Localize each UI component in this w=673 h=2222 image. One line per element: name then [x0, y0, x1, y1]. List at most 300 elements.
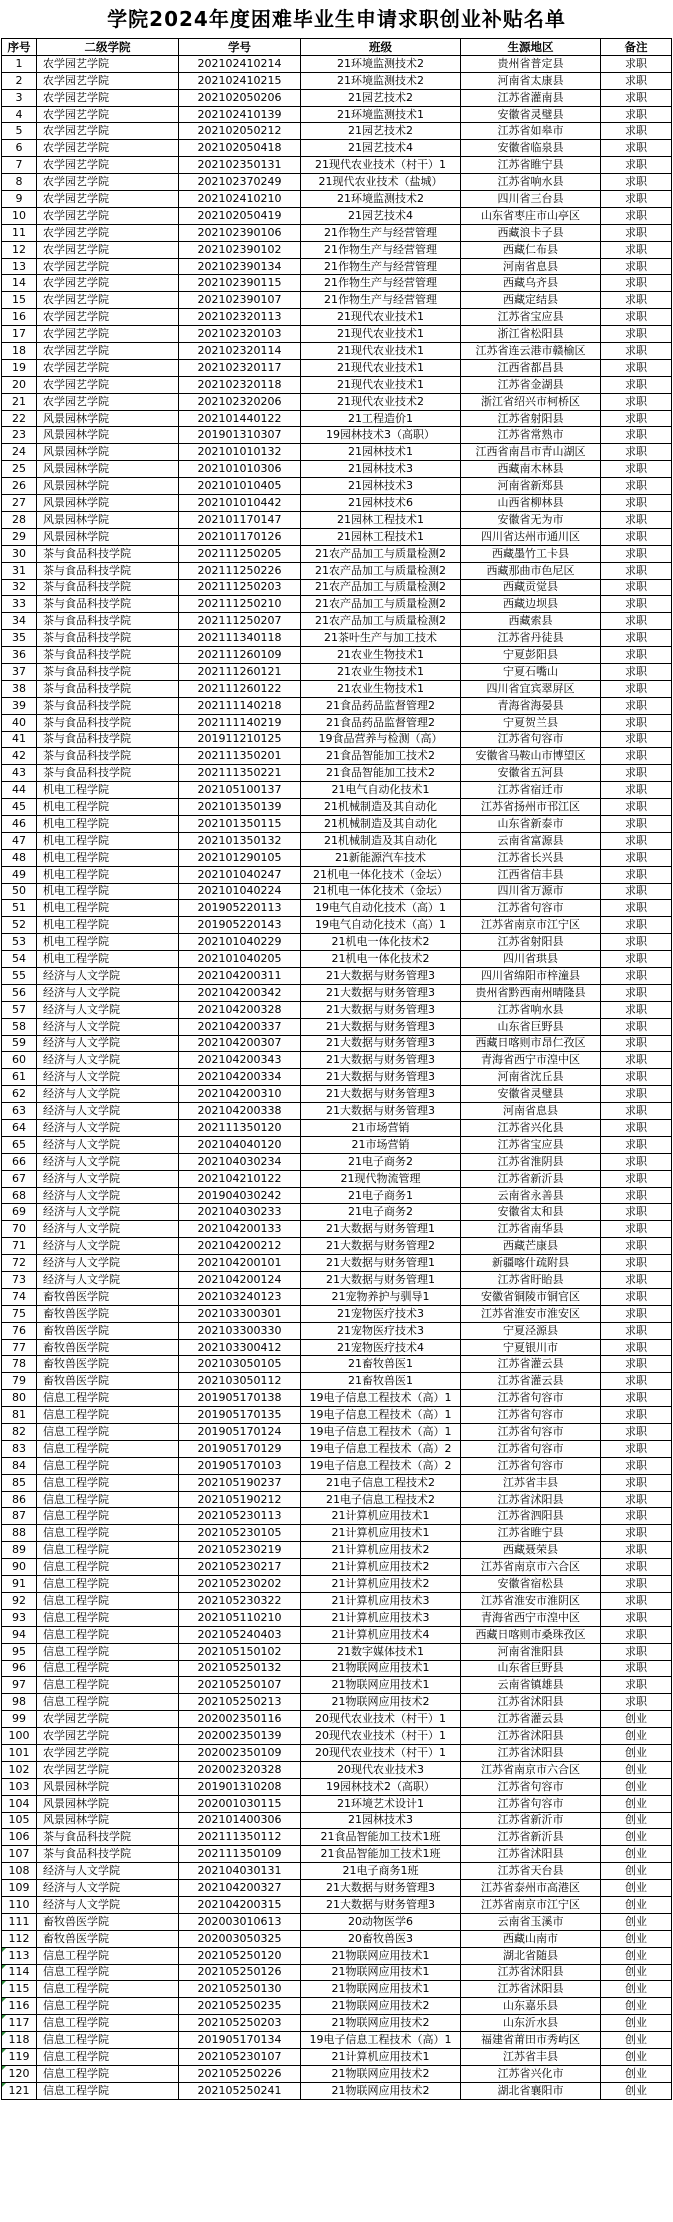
cell-college: 经济与人文学院 — [37, 1052, 179, 1069]
cell-student-id: 202002350116 — [179, 1711, 301, 1728]
cell-origin: 江苏省淮阴县 — [461, 1153, 601, 1170]
header-college: 二级学院 — [37, 39, 179, 56]
cell-origin: 江苏省句容市 — [461, 900, 601, 917]
table-row — [2, 1930, 672, 1947]
table-row — [2, 1153, 672, 1170]
cell-seq: 16 — [2, 309, 37, 326]
cell-student-id: 202104200338 — [179, 1103, 301, 1120]
cell-student-id: 201905170138 — [179, 1390, 301, 1407]
cell-origin: 安徽省宿松县 — [461, 1576, 601, 1593]
cell-note: 创业 — [601, 2048, 672, 2065]
cell-note: 求职 — [601, 647, 672, 664]
cell-seq: 49 — [2, 866, 37, 883]
cell-seq: 86 — [2, 1491, 37, 1508]
cell-seq: 100 — [2, 1728, 37, 1745]
table-row — [2, 1896, 672, 1913]
table-row — [2, 1643, 672, 1660]
cell-class: 19电子信息工程技术（高）1 — [301, 1390, 461, 1407]
cell-class: 21计算机应用技术2 — [301, 1576, 461, 1593]
cell-seq: 20 — [2, 376, 37, 393]
cell-origin: 山东嘉乐县 — [461, 1998, 601, 2015]
cell-seq: 96 — [2, 1660, 37, 1677]
cell-origin: 西藏定结县 — [461, 292, 601, 309]
cell-class: 21大数据与财务管理3 — [301, 1001, 461, 1018]
cell-origin: 宁夏石嘴山 — [461, 663, 601, 680]
cell-seq: 119 — [2, 2048, 37, 2065]
cell-origin: 云南省永善县 — [461, 1187, 601, 1204]
cell-note: 创业 — [601, 1896, 672, 1913]
cell-class: 21园艺技术4 — [301, 207, 461, 224]
cell-class: 20现代农业技术（村干）1 — [301, 1711, 461, 1728]
cell-student-id: 202104200310 — [179, 1086, 301, 1103]
cell-college: 信息工程学院 — [37, 1576, 179, 1593]
cell-origin: 宁夏贺兰县 — [461, 714, 601, 731]
cell-origin: 江西省都昌县 — [461, 359, 601, 376]
cell-college: 经济与人文学院 — [37, 1001, 179, 1018]
cell-origin: 安徽省灵璧县 — [461, 1086, 601, 1103]
cell-class: 21物联网应用技术2 — [301, 2015, 461, 2032]
cell-note: 求职 — [601, 123, 672, 140]
cell-class: 21工程造价1 — [301, 410, 461, 427]
cell-student-id: 202105230113 — [179, 1508, 301, 1525]
cell-student-id: 202111250226 — [179, 562, 301, 579]
cell-note: 求职 — [601, 275, 672, 292]
cell-student-id: 202105230105 — [179, 1525, 301, 1542]
cell-class: 21电气自动化技术1 — [301, 782, 461, 799]
cell-seq: 18 — [2, 343, 37, 360]
cell-student-id: 202105250226 — [179, 2065, 301, 2082]
cell-note: 求职 — [601, 748, 672, 765]
cell-note: 创业 — [601, 1761, 672, 1778]
cell-origin: 河南省新郑县 — [461, 478, 601, 495]
cell-college: 信息工程学院 — [37, 1964, 179, 1981]
cell-student-id: 202102050212 — [179, 123, 301, 140]
cell-college: 机电工程学院 — [37, 883, 179, 900]
cell-origin: 江苏省南京市江宁区 — [461, 1896, 601, 1913]
cell-college: 信息工程学院 — [37, 2048, 179, 2065]
cell-student-id: 202102410139 — [179, 106, 301, 123]
table-row — [2, 1457, 672, 1474]
cell-seq: 35 — [2, 630, 37, 647]
cell-note: 求职 — [601, 782, 672, 799]
cell-seq: 1 — [2, 55, 37, 72]
cell-seq: 5 — [2, 123, 37, 140]
cell-origin: 江苏省射阳县 — [461, 410, 601, 427]
cell-seq: 21 — [2, 393, 37, 410]
cell-seq: 3 — [2, 89, 37, 106]
table-row — [2, 883, 672, 900]
cell-origin: 江苏省灌云县 — [461, 1711, 601, 1728]
cell-seq: 95 — [2, 1643, 37, 1660]
cell-origin: 湖北省随县 — [461, 1947, 601, 1964]
cell-college: 经济与人文学院 — [37, 1255, 179, 1272]
cell-origin: 西藏那曲市色尼区 — [461, 562, 601, 579]
cell-note: 求职 — [601, 376, 672, 393]
table-row — [2, 89, 672, 106]
cell-college: 经济与人文学院 — [37, 1863, 179, 1880]
cell-seq: 8 — [2, 174, 37, 191]
cell-class: 21宠物医疗技术3 — [301, 1322, 461, 1339]
cell-college: 畜牧兽医学院 — [37, 1305, 179, 1322]
table-row — [2, 427, 672, 444]
table-row — [2, 832, 672, 849]
cell-class: 21大数据与财务管理3 — [301, 1896, 461, 1913]
cell-student-id: 202102390134 — [179, 258, 301, 275]
document-title: 学院2024年度困难毕业生申请求职创业补贴名单 — [107, 7, 566, 31]
table-row — [2, 1761, 672, 1778]
cell-origin: 西藏边坝县 — [461, 596, 601, 613]
table-row — [2, 1559, 672, 1576]
cell-class: 21农产品加工与质量检测2 — [301, 596, 461, 613]
cell-origin: 西藏浪卡子县 — [461, 224, 601, 241]
cell-student-id: 202102320206 — [179, 393, 301, 410]
cell-college: 信息工程学院 — [37, 1998, 179, 2015]
cell-origin: 江苏省沭阳县 — [461, 1728, 601, 1745]
cell-note: 创业 — [601, 2065, 672, 2082]
cell-origin: 云南省玉溪市 — [461, 1913, 601, 1930]
cell-origin: 山东省新泰市 — [461, 815, 601, 832]
table-row — [2, 1255, 672, 1272]
cell-class: 21大数据与财务管理3 — [301, 1086, 461, 1103]
cell-student-id: 202105230107 — [179, 2048, 301, 2065]
table-row — [2, 1829, 672, 1846]
cell-college: 信息工程学院 — [37, 1525, 179, 1542]
cell-class: 21物联网应用技术1 — [301, 1660, 461, 1677]
cell-student-id: 202111250205 — [179, 545, 301, 562]
cell-seq: 36 — [2, 647, 37, 664]
cell-origin: 江西省信丰县 — [461, 866, 601, 883]
cell-student-id: 202104200124 — [179, 1272, 301, 1289]
table-row — [2, 1474, 672, 1491]
cell-origin: 江苏省南京市六合区 — [461, 1761, 601, 1778]
table-row — [2, 258, 672, 275]
table-row — [2, 1356, 672, 1373]
cell-origin: 江苏省沭阳县 — [461, 1694, 601, 1711]
cell-student-id: 202111250210 — [179, 596, 301, 613]
cell-origin: 江苏省丰县 — [461, 1474, 601, 1491]
cell-note: 求职 — [601, 1592, 672, 1609]
table-row — [2, 562, 672, 579]
table-row — [2, 1998, 672, 2015]
cell-seq: 30 — [2, 545, 37, 562]
cell-class: 21机电一体化技术（金坛） — [301, 866, 461, 883]
cell-seq: 34 — [2, 613, 37, 630]
cell-note: 求职 — [601, 1677, 672, 1694]
cell-origin: 福建省莆田市秀屿区 — [461, 2032, 601, 2049]
cell-origin: 西藏仁布县 — [461, 241, 601, 258]
cell-student-id: 202103300412 — [179, 1339, 301, 1356]
table-row — [2, 1103, 672, 1120]
table-row — [2, 478, 672, 495]
cell-seq: 7 — [2, 157, 37, 174]
cell-origin: 江苏省新沂县 — [461, 1829, 601, 1846]
cell-college: 机电工程学院 — [37, 934, 179, 951]
cell-seq: 105 — [2, 1812, 37, 1829]
cell-college: 农学园艺学院 — [37, 174, 179, 191]
cell-note: 求职 — [601, 1103, 672, 1120]
cell-origin: 安徽省马鞍山市博望区 — [461, 748, 601, 765]
cell-note: 求职 — [601, 1424, 672, 1441]
cell-origin: 河南省息县 — [461, 1103, 601, 1120]
cell-origin: 江苏省扬州市邗江区 — [461, 799, 601, 816]
table-row — [2, 900, 672, 917]
table-row — [2, 613, 672, 630]
cell-note: 求职 — [601, 967, 672, 984]
cell-seq: 104 — [2, 1795, 37, 1812]
cell-note: 求职 — [601, 528, 672, 545]
cell-origin: 江苏省句容市 — [461, 1795, 601, 1812]
cell-origin: 江苏省句容市 — [461, 1778, 601, 1795]
cell-seq: 50 — [2, 883, 37, 900]
cell-seq: 11 — [2, 224, 37, 241]
table-row — [2, 1120, 672, 1137]
table-row — [2, 951, 672, 968]
cell-student-id: 202104200343 — [179, 1052, 301, 1069]
cell-class: 21宠物养护与驯导1 — [301, 1288, 461, 1305]
cell-origin: 江苏省睢宁县 — [461, 1525, 601, 1542]
cell-class: 21大数据与财务管理1 — [301, 1272, 461, 1289]
cell-class: 21园林工程技术1 — [301, 511, 461, 528]
cell-class: 21机械制造及其自动化 — [301, 832, 461, 849]
cell-note: 创业 — [601, 2082, 672, 2099]
cell-class: 21电子商务1班 — [301, 1863, 461, 1880]
cell-college: 风景园林学院 — [37, 1812, 179, 1829]
table-row — [2, 1677, 672, 1694]
cell-note: 求职 — [601, 1069, 672, 1086]
cell-note: 求职 — [601, 1440, 672, 1457]
cell-class: 21宠物医疗技术3 — [301, 1305, 461, 1322]
cell-student-id: 202105250213 — [179, 1694, 301, 1711]
cell-origin: 江苏省南华县 — [461, 1221, 601, 1238]
cell-class: 21机电一体化技术（金坛） — [301, 883, 461, 900]
cell-college: 机电工程学院 — [37, 782, 179, 799]
table-row — [2, 1339, 672, 1356]
table-row — [2, 106, 672, 123]
table-row — [2, 174, 672, 191]
cell-college: 信息工程学院 — [37, 2065, 179, 2082]
table-row — [2, 1728, 672, 1745]
cell-student-id: 202101350132 — [179, 832, 301, 849]
cell-class: 21现代农业技术1 — [301, 326, 461, 343]
cell-note: 创业 — [601, 1744, 672, 1761]
cell-note: 求职 — [601, 1474, 672, 1491]
cell-seq: 107 — [2, 1846, 37, 1863]
table-row — [2, 866, 672, 883]
cell-college: 机电工程学院 — [37, 900, 179, 917]
cell-seq: 53 — [2, 934, 37, 951]
cell-college: 农学园艺学院 — [37, 1728, 179, 1745]
cell-class: 21计算机应用技术2 — [301, 1542, 461, 1559]
cell-college: 风景园林学院 — [37, 511, 179, 528]
table-row — [2, 393, 672, 410]
cell-class: 21现代农业技术1 — [301, 343, 461, 360]
cell-seq: 90 — [2, 1559, 37, 1576]
cell-seq: 13 — [2, 258, 37, 275]
cell-note: 求职 — [601, 613, 672, 630]
cell-note: 求职 — [601, 579, 672, 596]
cell-origin: 江苏省兴化县 — [461, 1120, 601, 1137]
table-row — [2, 1913, 672, 1930]
cell-origin: 山西省柳林县 — [461, 495, 601, 512]
cell-college: 茶与食品科技学院 — [37, 714, 179, 731]
cell-seq: 62 — [2, 1086, 37, 1103]
cell-class: 21食品智能加工技术1班 — [301, 1829, 461, 1846]
cell-class: 21计算机应用技术1 — [301, 1525, 461, 1542]
cell-college: 信息工程学院 — [37, 2082, 179, 2099]
cell-origin: 江苏省宿迁市 — [461, 782, 601, 799]
cell-origin: 宁夏泾源县 — [461, 1322, 601, 1339]
cell-note: 求职 — [601, 1626, 672, 1643]
cell-note: 创业 — [601, 1998, 672, 2015]
cell-note: 求职 — [601, 1491, 672, 1508]
cell-student-id: 202105250120 — [179, 1947, 301, 1964]
cell-college: 信息工程学院 — [37, 1457, 179, 1474]
cell-student-id: 202003010613 — [179, 1913, 301, 1930]
cell-college: 风景园林学院 — [37, 444, 179, 461]
cell-origin: 江苏省天台县 — [461, 1863, 601, 1880]
cell-class: 21大数据与财务管理3 — [301, 1052, 461, 1069]
table-row — [2, 1964, 672, 1981]
cell-origin: 江苏省宝应县 — [461, 1136, 601, 1153]
cell-class: 21市场营销 — [301, 1136, 461, 1153]
cell-student-id: 202104030234 — [179, 1153, 301, 1170]
cell-origin: 江苏省淮安市淮安区 — [461, 1305, 601, 1322]
cell-origin: 江苏省兴化市 — [461, 2065, 601, 2082]
table-row — [2, 410, 672, 427]
cell-note: 求职 — [601, 1018, 672, 1035]
cell-class: 19电气自动化技术（高）1 — [301, 900, 461, 917]
cell-class: 21农业生物技术1 — [301, 647, 461, 664]
cell-note: 求职 — [601, 1153, 672, 1170]
table-row — [2, 1694, 672, 1711]
cell-note: 求职 — [601, 1272, 672, 1289]
cell-seq: 70 — [2, 1221, 37, 1238]
cell-note: 求职 — [601, 1322, 672, 1339]
cell-origin: 江苏省灌云县 — [461, 1356, 601, 1373]
table-row — [2, 663, 672, 680]
cell-college: 信息工程学院 — [37, 1390, 179, 1407]
cell-college: 信息工程学院 — [37, 1643, 179, 1660]
cell-seq: 43 — [2, 765, 37, 782]
cell-college: 农学园艺学院 — [37, 275, 179, 292]
table-row — [2, 748, 672, 765]
cell-college: 经济与人文学院 — [37, 1086, 179, 1103]
table-row — [2, 140, 672, 157]
cell-student-id: 202105250130 — [179, 1981, 301, 1998]
cell-college: 农学园艺学院 — [37, 292, 179, 309]
cell-class: 21大数据与财务管理3 — [301, 967, 461, 984]
cell-college: 信息工程学院 — [37, 1407, 179, 1424]
cell-class: 21作物生产与经营管理 — [301, 258, 461, 275]
cell-student-id: 202102320117 — [179, 359, 301, 376]
table-row — [2, 1170, 672, 1187]
cell-note: 创业 — [601, 1711, 672, 1728]
cell-student-id: 202101400306 — [179, 1812, 301, 1829]
cell-student-id: 202105240403 — [179, 1626, 301, 1643]
cell-college: 机电工程学院 — [37, 866, 179, 883]
cell-student-id: 202104200315 — [179, 1896, 301, 1913]
cell-note: 求职 — [601, 309, 672, 326]
table-row — [2, 815, 672, 832]
cell-college: 机电工程学院 — [37, 799, 179, 816]
table-row — [2, 511, 672, 528]
cell-class: 21市场营销 — [301, 1120, 461, 1137]
cell-seq: 51 — [2, 900, 37, 917]
cell-seq: 84 — [2, 1457, 37, 1474]
cell-college: 风景园林学院 — [37, 478, 179, 495]
cell-college: 经济与人文学院 — [37, 1035, 179, 1052]
cell-origin: 四川省万源市 — [461, 883, 601, 900]
cell-origin: 西藏索县 — [461, 613, 601, 630]
table-row — [2, 731, 672, 748]
cell-origin: 山东沂水县 — [461, 2015, 601, 2032]
cell-note: 求职 — [601, 1373, 672, 1390]
cell-class: 21大数据与财务管理1 — [301, 1221, 461, 1238]
cell-note: 求职 — [601, 55, 672, 72]
cell-note: 求职 — [601, 832, 672, 849]
cell-student-id: 202102320113 — [179, 309, 301, 326]
cell-college: 风景园林学院 — [37, 410, 179, 427]
cell-seq: 52 — [2, 917, 37, 934]
table-row — [2, 545, 672, 562]
cell-origin: 青海省西宁市湟中区 — [461, 1052, 601, 1069]
table-row — [2, 1778, 672, 1795]
cell-note: 求职 — [601, 1001, 672, 1018]
cell-class: 21现代农业技术1 — [301, 376, 461, 393]
cell-class: 21环境监测技术2 — [301, 55, 461, 72]
cell-college: 信息工程学院 — [37, 1474, 179, 1491]
table-row — [2, 359, 672, 376]
cell-class: 21机电一体化技术2 — [301, 934, 461, 951]
cell-college: 经济与人文学院 — [37, 1170, 179, 1187]
cell-class: 21计算机应用技术3 — [301, 1592, 461, 1609]
cell-note: 求职 — [601, 562, 672, 579]
cell-origin: 安徽省灵璧县 — [461, 106, 601, 123]
table-row — [2, 1812, 672, 1829]
cell-class: 21环境监测技术2 — [301, 72, 461, 89]
cell-seq: 44 — [2, 782, 37, 799]
table-row — [2, 1660, 672, 1677]
cell-origin: 江苏省宝应县 — [461, 309, 601, 326]
cell-student-id: 202105250126 — [179, 1964, 301, 1981]
cell-note: 求职 — [601, 1187, 672, 1204]
cell-college: 农学园艺学院 — [37, 55, 179, 72]
cell-student-id: 202111140218 — [179, 697, 301, 714]
cell-college: 茶与食品科技学院 — [37, 731, 179, 748]
cell-class: 21大数据与财务管理3 — [301, 984, 461, 1001]
cell-student-id: 202102320118 — [179, 376, 301, 393]
cell-origin: 河南省淮阳县 — [461, 1643, 601, 1660]
cell-class: 21畜牧兽医1 — [301, 1373, 461, 1390]
cell-student-id: 202104200307 — [179, 1035, 301, 1052]
cell-origin: 江苏省句容市 — [461, 1407, 601, 1424]
table-row — [2, 647, 672, 664]
cell-college: 农学园艺学院 — [37, 343, 179, 360]
cell-student-id: 202111350109 — [179, 1846, 301, 1863]
cell-origin: 青海省西宁市湟中区 — [461, 1609, 601, 1626]
cell-student-id: 202111260121 — [179, 663, 301, 680]
cell-class: 21现代农业技术2 — [301, 393, 461, 410]
cell-origin: 浙江省绍兴市柯桥区 — [461, 393, 601, 410]
table-row — [2, 596, 672, 613]
header-student-id: 学号 — [179, 39, 301, 56]
cell-class: 21物联网应用技术2 — [301, 1694, 461, 1711]
cell-college: 信息工程学院 — [37, 2015, 179, 2032]
cell-note: 创业 — [601, 1930, 672, 1947]
cell-note: 求职 — [601, 410, 672, 427]
cell-student-id: 202102050418 — [179, 140, 301, 157]
cell-college: 经济与人文学院 — [37, 1187, 179, 1204]
